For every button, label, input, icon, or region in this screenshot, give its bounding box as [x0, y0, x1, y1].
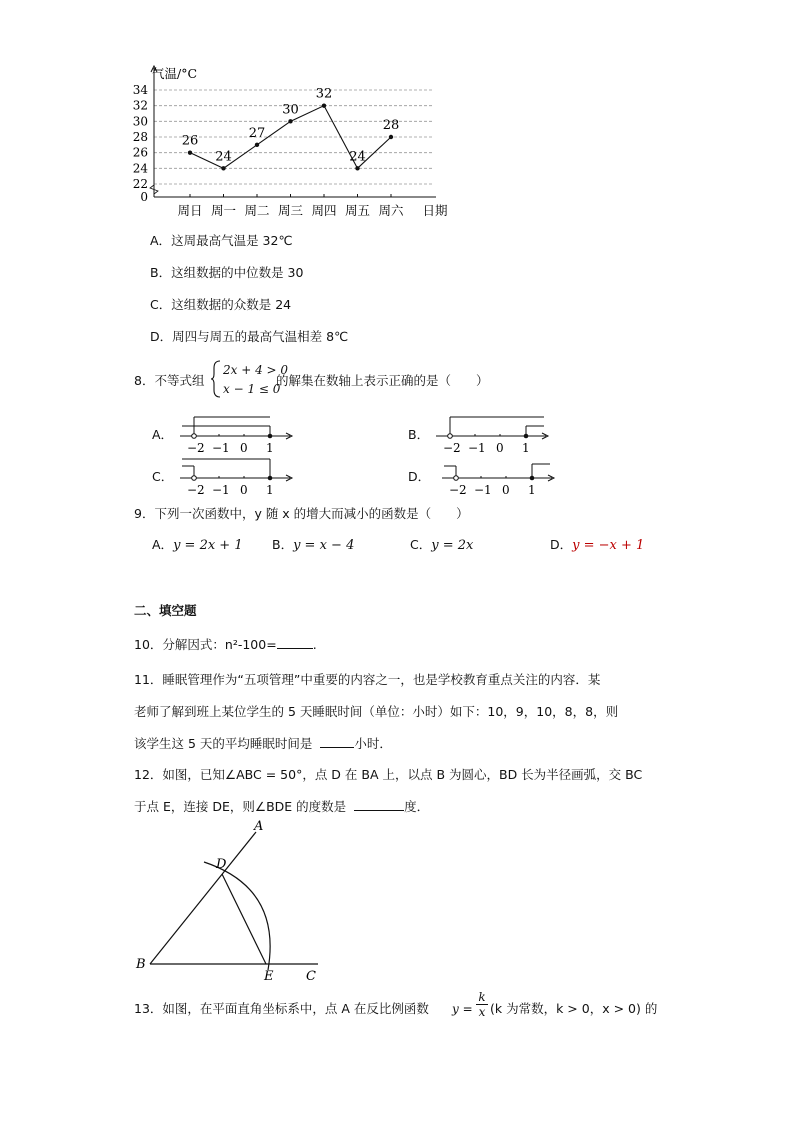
y-tick-label-32: 32	[132, 98, 148, 113]
data-point-5	[355, 166, 359, 170]
q8-b-tick-1: 1	[522, 441, 530, 455]
x-tick-label-5: 周五	[344, 203, 371, 218]
data-label-5: 24	[349, 149, 366, 165]
ray-ba	[150, 832, 256, 964]
q8-number-line-a[interactable]	[178, 412, 298, 456]
q8-b-tick-neg1: −1	[468, 441, 486, 455]
q8-inequality-1: 2x + 4 > 0	[223, 363, 289, 377]
data-label-2: 27	[248, 125, 266, 141]
data-point-4	[322, 103, 326, 107]
q7-option-d[interactable]: D．周四与周五的最高气温相差 8℃	[150, 329, 349, 344]
q8-option-d-label[interactable]: D．	[408, 469, 431, 484]
q13-text-a: 13．如图，在平面直角坐标系中，点 A 在反比例函数	[134, 1001, 429, 1016]
data-point-3	[288, 119, 292, 123]
q11-line-3: 该学生这 5 天的平均睡眠时间是 小时．	[134, 736, 392, 751]
q8-d-tick-neg1: −1	[474, 483, 492, 497]
q7-option-a[interactable]: A．这周最高气温是 32℃	[150, 233, 293, 248]
q9-stem: 9．下列一次函数中，y 随 x 的增大而减小的函数是（ ）	[134, 506, 469, 521]
data-label-3: 30	[282, 102, 299, 118]
q8-number-line-d[interactable]	[440, 454, 560, 498]
q8-option-c-label[interactable]: C．	[152, 469, 174, 484]
q8-d-tick-0: 0	[502, 483, 510, 497]
q13-func-y: y =	[452, 1002, 473, 1016]
y-tick-label-0: 0	[140, 190, 148, 204]
q13-fraction	[476, 990, 488, 1019]
section-heading-fill-in: 二、填空题	[134, 603, 197, 618]
q8-c-tick-0: 0	[240, 483, 248, 497]
q8-d-tick-neg2: −2	[449, 483, 467, 497]
x-tick-label-6: 周六	[378, 203, 404, 218]
q8-b-tick-neg2: −2	[443, 441, 461, 455]
q8-suffix: 的解集在数轴上表示正确的是（ ）	[276, 373, 489, 388]
q9-option-c[interactable]: C．y = 2x	[410, 537, 474, 553]
data-label-6: 28	[382, 118, 400, 133]
q8-option-a-label[interactable]: A．	[152, 427, 174, 442]
data-label-4: 32	[315, 86, 333, 102]
q9-option-b[interactable]: B．y = x − 4	[272, 537, 355, 553]
q11-line-2: 老师了解到班上某位学生的 5 天睡眠时间（单位：小时）如下：10，9，10，8，8，则	[134, 704, 619, 719]
x-tick-label-4: 周四	[311, 203, 337, 218]
x-tick-label-2: 周二	[244, 203, 270, 218]
q13-func-numerator: k	[478, 990, 486, 1004]
q13-func-denominator: x	[478, 1005, 486, 1019]
q11-answer-blank[interactable]	[320, 735, 354, 748]
q8-a-tick-0: 0	[240, 441, 248, 455]
q8-b-tick-0: 0	[496, 441, 504, 455]
label-c: C	[306, 969, 316, 984]
q8-inequality-2: x − 1 ≤ 0	[223, 382, 281, 396]
q13-text-b: (k 为常数，k > 0，x > 0) 的	[490, 1001, 658, 1016]
x-tick-label-0: 周日	[177, 203, 203, 218]
x-axis-label: 日期	[422, 203, 448, 218]
y-tick-label-24: 24	[132, 161, 148, 176]
x-tick-label-1: 周一	[210, 203, 237, 218]
temperature-line-chart	[130, 60, 460, 220]
q9-option-d[interactable]: D．y = −x + 1	[550, 537, 645, 553]
data-point-0	[188, 150, 192, 154]
y-tick-label-22: 22	[132, 177, 148, 191]
q8-c-tick-neg1: −1	[212, 483, 230, 497]
q8-a-tick-1: 1	[266, 441, 274, 455]
q12-geometry-figure	[130, 818, 330, 988]
q8-option-b-label[interactable]: B．	[408, 427, 430, 442]
q8-a-tick-neg1: −1	[212, 441, 230, 455]
q8-c-tick-neg2: −2	[187, 483, 205, 497]
label-b: B	[136, 957, 146, 972]
y-tick-label-26: 26	[132, 145, 148, 160]
q9-option-a[interactable]: A．y = 2x + 1	[152, 537, 243, 553]
q8-number-line-c[interactable]	[178, 454, 298, 498]
q7-option-b[interactable]: B．这组数据的中位数是 30	[150, 265, 304, 280]
q12-line-2: 于点 E，连接 DE，则∠BDE 的度数是 度．	[134, 799, 430, 814]
q8-d-tick-1: 1	[528, 483, 536, 497]
y-axis-label: 气温/°C	[152, 66, 198, 81]
segment-de	[222, 874, 266, 964]
q7-option-c[interactable]: C．这组数据的众数是 24	[150, 297, 292, 312]
q11-line-1: 11．睡眠管理作为“五项管理”中重要的内容之一，也是学校教育重点关注的内容．某	[134, 672, 601, 687]
y-tick-label-28: 28	[132, 130, 148, 144]
data-point-6	[389, 135, 393, 139]
q12-line-1: 12．如图，已知∠ABC = 50°，点 D 在 BA 上，以点 B 为圆心，BD 长为半径画弧，交 BC	[134, 767, 643, 782]
q8-c-tick-1: 1	[266, 483, 274, 497]
q8-brace	[210, 360, 222, 398]
data-point-2	[255, 143, 259, 147]
q8-prefix: 8．不等式组	[134, 373, 205, 388]
y-tick-label-30: 30	[132, 114, 148, 129]
q10-answer-blank[interactable]	[277, 636, 313, 649]
q8-number-line-b[interactable]	[434, 412, 554, 456]
label-d: D	[216, 857, 227, 872]
y-tick-label-34: 34	[132, 83, 148, 97]
x-tick-label-3: 周三	[277, 203, 304, 218]
q12-answer-blank[interactable]	[354, 798, 404, 811]
data-label-0: 26	[181, 133, 199, 149]
data-label-1: 24	[215, 149, 232, 165]
q8-a-tick-neg2: −2	[187, 441, 205, 455]
q10-text: 10．分解因式：n²-100= .	[134, 637, 317, 652]
data-point-1	[221, 166, 225, 170]
arc-de	[204, 862, 270, 970]
label-a: A	[254, 819, 264, 834]
label-e: E	[264, 969, 274, 984]
